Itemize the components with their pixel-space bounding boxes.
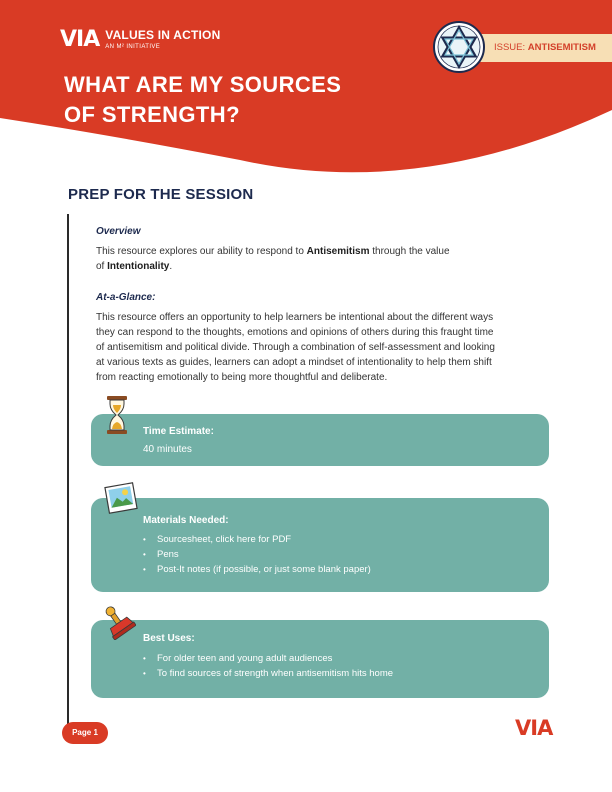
page-title [64, 70, 341, 130]
materials-card [91, 498, 549, 592]
page-number-badge: Page 1 [62, 722, 108, 744]
via-logo [60, 27, 221, 52]
time-estimate-card [91, 414, 549, 466]
glance-line: from reacting emotionally to being more thoughtful and deliberate. [96, 372, 388, 383]
time-estimate-title: Time Estimate: [143, 426, 214, 437]
list-item: • Post-It notes (if possible, or just some blank paper) [143, 562, 371, 577]
logo-mark: VIA [60, 27, 100, 52]
list-item: • Sourcesheet, click here for PDF [143, 532, 371, 547]
overview-keyword-antisemitism: Antisemitism [306, 246, 370, 257]
list-item: • Pens [143, 547, 371, 562]
best-uses-list [143, 651, 393, 681]
hourglass-icon [106, 396, 128, 434]
overview-text-b: through the value [369, 246, 450, 257]
glance-line: at various texts as guides, learners can adopt a mindset of intentionality to help them shift [96, 357, 492, 368]
list-item: • For older teen and young adult audiences [143, 651, 393, 666]
issue-value: ANTISEMITISM [527, 42, 596, 53]
picture-icon [104, 482, 138, 514]
footer-via-logo: VIA [515, 716, 553, 740]
overview-label: Overview [96, 226, 141, 237]
stamp-icon [100, 604, 136, 640]
glance-line: of antisemitism and political divide. Through a combination of self-assessment and looking [96, 342, 495, 353]
section-title: PREP FOR THE SESSION [68, 186, 254, 203]
glance-text [96, 310, 558, 385]
materials-list [143, 532, 371, 577]
materials-title: Materials Needed: [143, 515, 229, 526]
star-of-david-icon [432, 20, 486, 74]
overview-text-a: This resource explores our ability to respond to [96, 246, 307, 257]
glance-line: This resource offers an opportunity to help learners be intentional about the different ways [96, 312, 494, 323]
title-line-2: OF STRENGTH? [64, 102, 240, 127]
overview-keyword-intentionality: Intentionality [107, 261, 170, 272]
list-item: • To find sources of strength when antisemitism hits home [143, 666, 393, 681]
title-line-1: WHAT ARE MY SOURCES [64, 72, 342, 97]
section-divider [67, 214, 69, 724]
best-uses-card [91, 620, 549, 698]
brand-tagline: AN M² INITIATIVE [105, 44, 161, 50]
best-uses-title: Best Uses: [143, 633, 195, 644]
overview-text [96, 244, 558, 274]
brand-name: VALUES IN ACTION [105, 28, 221, 42]
overview-text-d: . [169, 261, 173, 272]
overview-text-c: of [96, 261, 108, 272]
glance-line: they can respond to the thoughts, emotions and opinions of others during this fraught time [96, 327, 494, 338]
time-estimate-value: 40 minutes [143, 444, 192, 455]
issue-label: ISSUE: [494, 42, 526, 53]
glance-label: At-a-Glance: [96, 292, 156, 303]
